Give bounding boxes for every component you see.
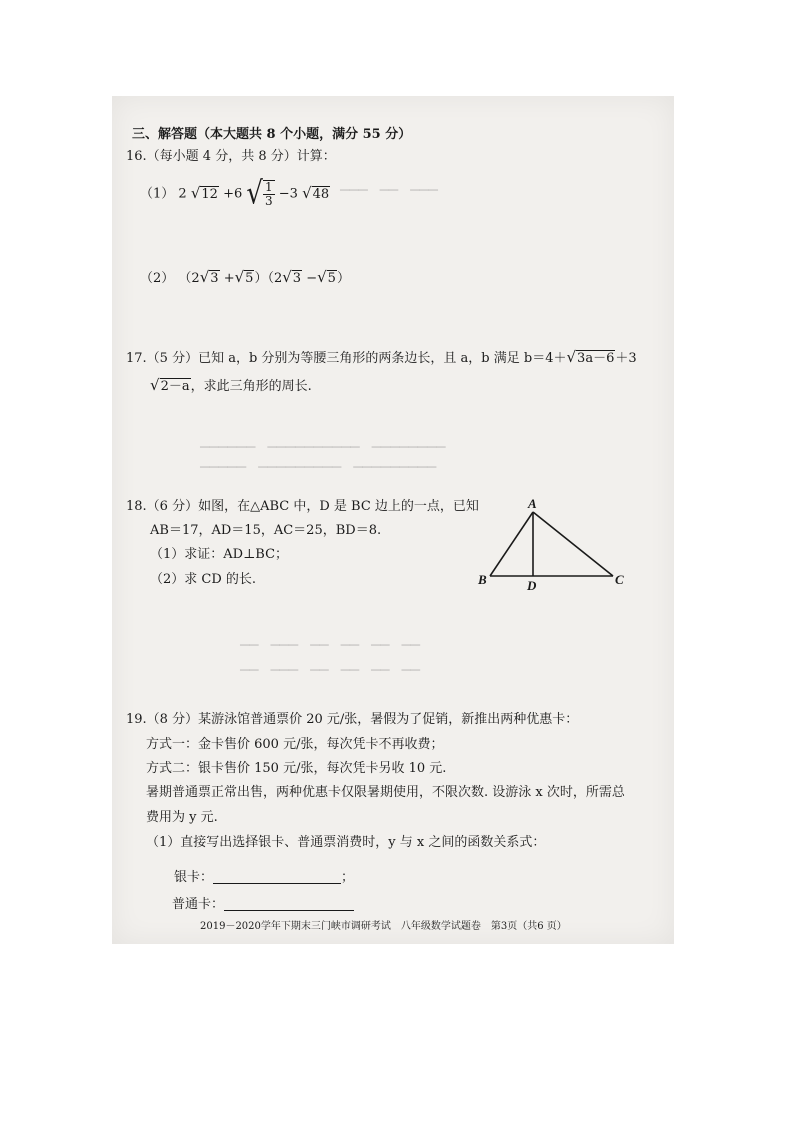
question-17-text: ，求此三角形的周长. (190, 379, 312, 394)
question-16-header: 16.（每小题 4 分，共 8 分）计算： (126, 149, 336, 164)
question-19-option-2: 方式二：银卡售价 150 元/张，每次凭卡另收 10 元. (146, 761, 447, 776)
radicand: 2－a (160, 379, 190, 394)
question-19-option-1: 方式一：金卡售价 600 元/张，每次凭卡不再收费； (146, 737, 444, 752)
normal-card-answer-blank[interactable] (224, 898, 354, 911)
question-16-part-2 (140, 270, 350, 285)
sqrt-symbol: √ (246, 176, 263, 213)
sqrt-term: √12 (190, 183, 218, 202)
page-footer: 2019－2020学年下期末三门峡市调研考试 八年级数学试题卷 第3页（共6 页） (200, 921, 567, 932)
operator: + (223, 271, 235, 286)
silver-card-row (174, 871, 354, 884)
radicand: 3a－6 (577, 351, 615, 366)
radicand: 12 (201, 186, 218, 202)
label-c: C (615, 572, 624, 587)
numerator: 1 (264, 180, 273, 194)
silver-card-end: ； (341, 870, 355, 885)
operator: +6 (223, 186, 243, 202)
radicand: 3 (210, 271, 219, 286)
triangle-figure (470, 494, 630, 594)
sqrt-term: √2－a (150, 376, 190, 394)
sqrt-term: √3 (199, 268, 219, 286)
expr-part: ） (336, 271, 350, 286)
radicand: 5 (245, 271, 254, 286)
question-18-line-1: 18.（6 分）如图，在△ABC 中，D 是 BC 边上的一点，已知 (126, 499, 479, 514)
normal-card-row (172, 898, 354, 911)
part-label: （2） (140, 271, 175, 286)
question-18-line-2: AB＝17，AD＝15，AC＝25，BD＝8. (150, 523, 382, 538)
sqrt-term: √3 (282, 268, 302, 286)
part-label: （1） (140, 186, 175, 202)
side-ab (490, 512, 533, 576)
question-19-line-5: 费用为 y 元. (146, 810, 218, 825)
sqrt-term: √5 (234, 268, 254, 286)
radicand: 3 (292, 271, 302, 286)
normal-card-label: 普通卡： (172, 897, 225, 912)
question-17-line-2 (150, 378, 312, 393)
label-d: D (527, 578, 537, 593)
sqrt-term: √3a－6 (566, 348, 615, 366)
radicand: 48 (312, 186, 330, 202)
question-19-line-1: 19.（8 分）某游泳馆普通票价 20 元/张，暑假为了促销，新推出两种优惠卡： (126, 712, 579, 727)
label-b: B (478, 572, 487, 587)
question-17-text: ＋3 (615, 351, 637, 366)
silver-card-answer-blank[interactable] (213, 871, 341, 884)
question-19-line-4: 暑期普通票正常出售，两种优惠卡仅限暑期使用，不限次数. 设游泳 x 次时，所需总 (146, 785, 625, 800)
question-17-text: 17.（5 分）已知 a，b 分别为等腰三角形的两条边长，且 a，b 满足 b＝4＋ (126, 351, 567, 366)
sqrt-term: √5 (317, 268, 336, 286)
question-17-line-1 (126, 350, 637, 365)
radicand: 5 (327, 271, 336, 286)
silver-card-label: 银卡： (174, 870, 214, 885)
side-ac (533, 512, 613, 576)
question-16-part-1 (140, 176, 330, 213)
question-19-part-1: （1）直接写出选择银卡、普通票消费时，y 与 x 之间的函数关系式： (146, 835, 546, 850)
operator: − (306, 271, 318, 286)
question-18-part-1: （1）求证：AD⊥BC； (150, 547, 289, 562)
coefficient: 2 (178, 186, 187, 202)
fraction (263, 180, 275, 208)
expr-part: （2 (178, 271, 200, 286)
denominator: 3 (264, 194, 273, 209)
expr-part: ）（2 (254, 271, 283, 286)
section-header: 三、解答题（本大题共 8 个小题，满分 55 分） (132, 127, 412, 142)
operator: −3 (278, 186, 298, 202)
sqrt-term: √48 (302, 183, 330, 202)
question-18-part-2: （2）求 CD 的长. (150, 572, 257, 587)
label-a: A (528, 496, 537, 511)
